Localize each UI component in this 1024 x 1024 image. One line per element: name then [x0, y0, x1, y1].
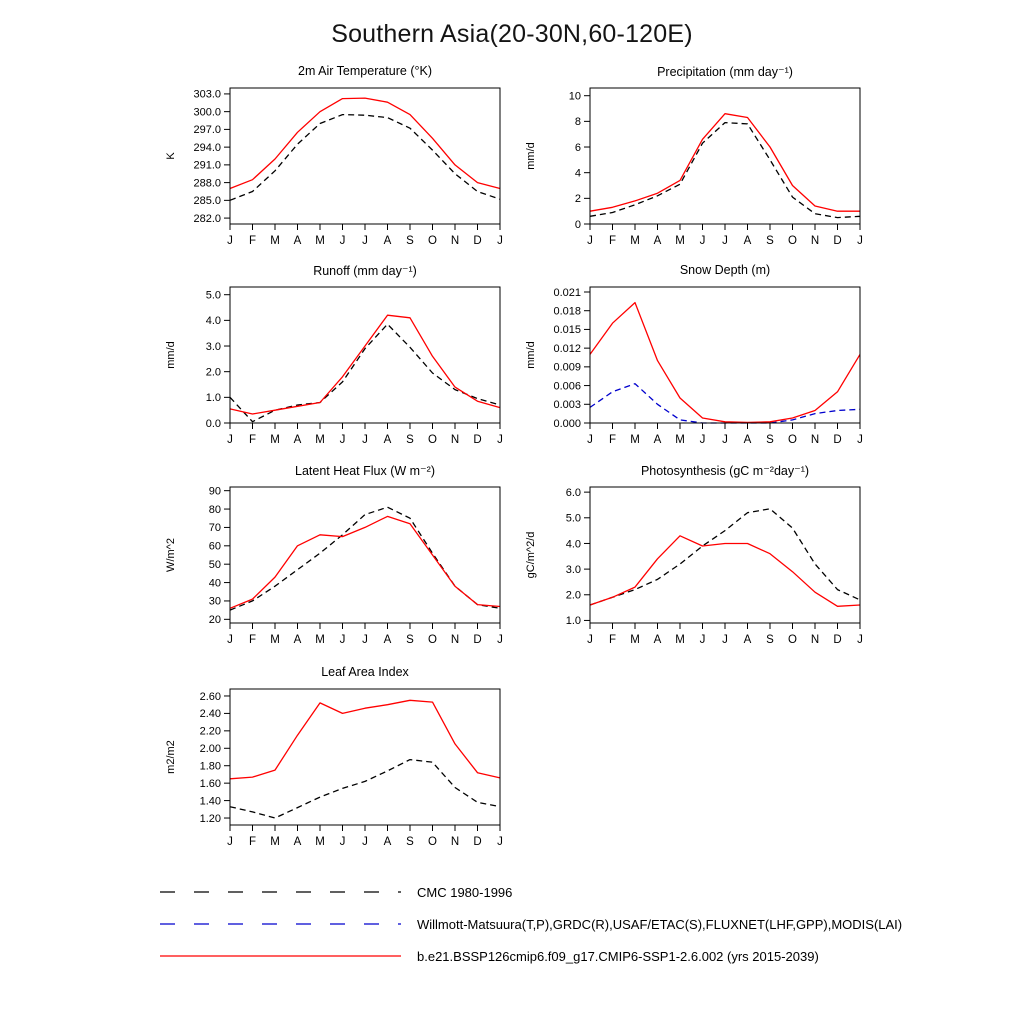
- svg-text:0.0: 0.0: [205, 417, 221, 430]
- svg-text:J: J: [227, 235, 233, 247]
- svg-text:J: J: [339, 634, 346, 646]
- chart-latent-heat-flux: [160, 463, 510, 653]
- svg-text:2.00: 2.00: [199, 743, 221, 756]
- svg-text:O: O: [428, 634, 437, 646]
- svg-text:S: S: [766, 434, 774, 446]
- snow-depth-plot: [520, 281, 870, 453]
- svg-text:D: D: [473, 235, 482, 247]
- svg-text:0: 0: [574, 218, 581, 231]
- svg-text:M: M: [315, 836, 325, 848]
- svg-text:80: 80: [208, 503, 221, 516]
- series-line-obs: [230, 507, 500, 610]
- svg-text:J: J: [497, 235, 503, 247]
- svg-text:70: 70: [208, 522, 221, 535]
- svg-text:M: M: [315, 634, 325, 646]
- svg-text:2: 2: [574, 193, 581, 206]
- svg-text:J: J: [722, 235, 728, 247]
- svg-text:D: D: [473, 434, 482, 446]
- chart-title-runoff: Runoff (mm day⁻¹): [313, 264, 417, 278]
- svg-text:M: M: [630, 235, 640, 247]
- svg-text:M: M: [630, 634, 640, 646]
- svg-text:N: N: [810, 434, 820, 446]
- svg-text:294.0: 294.0: [193, 141, 221, 154]
- svg-text:2.60: 2.60: [199, 690, 221, 703]
- svg-text:M: M: [270, 634, 280, 646]
- series-line-obs: [230, 115, 500, 201]
- svg-text:mm/d: mm/d: [525, 341, 537, 369]
- svg-text:J: J: [699, 434, 706, 446]
- legend-label-obs: Willmott-Matsuura(T,P),GRDC(R),USAF/ETAC(S),FLUXNET(LHF,GPP),MODIS(LAI): [417, 916, 903, 932]
- series-line-model: [590, 303, 860, 423]
- svg-text:M: M: [675, 634, 685, 646]
- svg-text:M: M: [315, 235, 325, 247]
- svg-text:J: J: [699, 634, 706, 646]
- svg-text:8: 8: [574, 116, 581, 129]
- svg-text:20: 20: [208, 614, 221, 627]
- svg-text:N: N: [450, 836, 460, 848]
- series-line-model: [590, 536, 860, 607]
- svg-text:F: F: [608, 235, 617, 247]
- chart-precipitation: [520, 64, 870, 254]
- svg-text:1.20: 1.20: [199, 812, 221, 825]
- svg-text:5.0: 5.0: [205, 289, 221, 302]
- svg-text:A: A: [293, 235, 302, 247]
- series-line-model: [230, 98, 500, 188]
- svg-text:297.0: 297.0: [193, 124, 221, 137]
- svg-text:A: A: [383, 434, 392, 446]
- svg-text:F: F: [248, 634, 257, 646]
- runoff-plot: [160, 281, 510, 453]
- svg-text:J: J: [497, 634, 503, 646]
- chart-runoff: [160, 263, 510, 453]
- svg-text:0.015: 0.015: [553, 324, 581, 337]
- svg-text:50: 50: [208, 558, 221, 571]
- svg-text:0.000: 0.000: [553, 417, 581, 430]
- precipitation-plot: [520, 82, 870, 254]
- svg-text:N: N: [450, 634, 460, 646]
- svg-text:N: N: [450, 434, 460, 446]
- svg-text:O: O: [788, 235, 797, 247]
- svg-text:mm/d: mm/d: [525, 142, 537, 170]
- svg-text:2.20: 2.20: [199, 725, 221, 738]
- svg-text:S: S: [766, 634, 774, 646]
- svg-text:3.0: 3.0: [205, 340, 221, 353]
- svg-text:J: J: [339, 434, 346, 446]
- svg-text:2.0: 2.0: [565, 589, 581, 602]
- svg-text:291.0: 291.0: [193, 159, 221, 172]
- svg-text:O: O: [788, 434, 797, 446]
- series-line-obs: [590, 384, 860, 423]
- svg-text:J: J: [857, 434, 863, 446]
- svg-text:300.0: 300.0: [193, 106, 221, 119]
- svg-text:10: 10: [568, 90, 581, 103]
- svg-text:O: O: [428, 235, 437, 247]
- svg-text:0.006: 0.006: [553, 380, 581, 393]
- series-line-model: [230, 315, 500, 414]
- svg-text:J: J: [339, 836, 346, 848]
- svg-text:J: J: [362, 235, 368, 247]
- chart-title-precipitation: Precipitation (mm day⁻¹): [657, 65, 793, 79]
- svg-text:W/m^2: W/m^2: [165, 538, 177, 572]
- svg-text:N: N: [810, 235, 820, 247]
- svg-text:S: S: [406, 836, 414, 848]
- svg-text:S: S: [406, 235, 414, 247]
- svg-text:M: M: [270, 235, 280, 247]
- svg-text:90: 90: [208, 485, 221, 498]
- photosynthesis-plot: [520, 481, 870, 653]
- svg-text:N: N: [450, 235, 460, 247]
- svg-text:J: J: [722, 634, 728, 646]
- svg-text:J: J: [497, 836, 503, 848]
- svg-text:A: A: [743, 434, 752, 446]
- svg-text:J: J: [497, 434, 503, 446]
- svg-text:3.0: 3.0: [565, 563, 581, 576]
- svg-text:J: J: [227, 836, 233, 848]
- svg-text:1.0: 1.0: [205, 392, 221, 405]
- svg-text:288.0: 288.0: [193, 177, 221, 190]
- chart-title-air-temperature: 2m Air Temperature (°K): [298, 64, 432, 78]
- chart-title-photosynthesis: Photosynthesis (gC m⁻²day⁻¹): [640, 464, 810, 478]
- svg-text:M: M: [270, 434, 280, 446]
- svg-text:M: M: [315, 434, 325, 446]
- svg-text:2.0: 2.0: [205, 366, 221, 379]
- svg-text:J: J: [722, 434, 728, 446]
- svg-text:J: J: [857, 235, 863, 247]
- svg-text:J: J: [362, 836, 368, 848]
- svg-text:A: A: [383, 235, 392, 247]
- svg-text:J: J: [362, 434, 368, 446]
- svg-text:D: D: [833, 235, 842, 247]
- svg-text:1.0: 1.0: [565, 615, 581, 628]
- svg-text:F: F: [608, 634, 617, 646]
- svg-text:F: F: [248, 235, 257, 247]
- series-line-model: [230, 700, 500, 779]
- svg-text:J: J: [339, 235, 346, 247]
- chart-photosynthesis: [520, 463, 870, 653]
- svg-text:N: N: [810, 634, 820, 646]
- legend-label-model: b.e21.BSSP126cmip6.f09_g17.CMIP6-SSP1-2.6.002 (yrs 2015-2039): [417, 948, 819, 964]
- svg-text:2.40: 2.40: [199, 708, 221, 721]
- svg-text:O: O: [788, 634, 797, 646]
- svg-text:O: O: [428, 434, 437, 446]
- legend: [158, 876, 902, 972]
- svg-text:0.003: 0.003: [553, 399, 581, 412]
- latent-heat-flux-plot: [160, 481, 510, 653]
- svg-text:A: A: [653, 235, 662, 247]
- series-line-obs: [230, 324, 500, 422]
- series-line-obs: [590, 123, 860, 218]
- svg-text:0.018: 0.018: [553, 305, 581, 318]
- dashed-black-line-swatch: [158, 885, 403, 899]
- solid-red-line-swatch: [158, 949, 403, 963]
- svg-text:6.0: 6.0: [565, 486, 581, 499]
- svg-text:4.0: 4.0: [205, 315, 221, 328]
- svg-text:4: 4: [574, 167, 581, 180]
- svg-text:5.0: 5.0: [565, 512, 581, 525]
- svg-text:303.0: 303.0: [193, 88, 221, 101]
- svg-text:6: 6: [574, 141, 581, 154]
- svg-text:O: O: [428, 836, 437, 848]
- svg-text:285.0: 285.0: [193, 195, 221, 208]
- chart-title-latent-heat-flux: Latent Heat Flux (W m⁻²): [295, 464, 435, 478]
- svg-text:m2/m2: m2/m2: [165, 740, 177, 774]
- svg-text:S: S: [766, 235, 774, 247]
- svg-text:M: M: [675, 434, 685, 446]
- svg-text:A: A: [743, 235, 752, 247]
- svg-text:A: A: [743, 634, 752, 646]
- svg-text:1.60: 1.60: [199, 777, 221, 790]
- svg-text:0.012: 0.012: [553, 342, 581, 355]
- svg-text:mm/d: mm/d: [165, 341, 177, 369]
- svg-text:J: J: [699, 235, 706, 247]
- svg-text:A: A: [653, 634, 662, 646]
- series-line-model: [590, 114, 860, 212]
- dashed-blue-line-swatch: [158, 917, 403, 931]
- svg-text:A: A: [293, 836, 302, 848]
- legend-row-obs: [158, 908, 902, 940]
- svg-text:D: D: [833, 634, 842, 646]
- svg-text:K: K: [165, 152, 177, 160]
- chart-title-leaf-area-index: Leaf Area Index: [321, 665, 409, 679]
- chart-2m-air-temperature: [160, 64, 510, 254]
- svg-text:0.009: 0.009: [553, 361, 581, 374]
- chart-snow-depth: [520, 263, 870, 453]
- svg-text:1.40: 1.40: [199, 795, 221, 808]
- svg-text:gC/m^2/d: gC/m^2/d: [525, 531, 537, 579]
- svg-text:D: D: [473, 836, 482, 848]
- svg-text:A: A: [383, 634, 392, 646]
- svg-text:60: 60: [208, 540, 221, 553]
- chart-leaf-area-index: [160, 665, 510, 855]
- svg-text:D: D: [833, 434, 842, 446]
- svg-text:M: M: [270, 836, 280, 848]
- svg-text:0.021: 0.021: [553, 286, 581, 299]
- svg-text:S: S: [406, 634, 414, 646]
- svg-text:J: J: [587, 434, 593, 446]
- chart-title-snow-depth: Snow Depth (m): [679, 263, 771, 277]
- svg-text:J: J: [362, 634, 368, 646]
- svg-text:S: S: [406, 434, 414, 446]
- svg-text:J: J: [857, 634, 863, 646]
- legend-row-model: [158, 940, 902, 972]
- svg-text:282.0: 282.0: [193, 212, 221, 225]
- svg-text:4.0: 4.0: [565, 538, 581, 551]
- air-temperature-plot: [160, 82, 510, 254]
- svg-text:A: A: [293, 634, 302, 646]
- svg-text:A: A: [383, 836, 392, 848]
- svg-text:30: 30: [208, 595, 221, 608]
- legend-label-cmc: CMC 1980-1996: [417, 884, 513, 900]
- svg-text:1.80: 1.80: [199, 760, 221, 773]
- svg-text:F: F: [248, 434, 257, 446]
- svg-text:A: A: [653, 434, 662, 446]
- svg-text:M: M: [675, 235, 685, 247]
- svg-text:A: A: [293, 434, 302, 446]
- svg-text:J: J: [227, 434, 233, 446]
- series-line-model: [230, 516, 500, 608]
- figure-title: Southern Asia(20-30N,60-120E): [331, 20, 693, 48]
- svg-text:J: J: [587, 634, 593, 646]
- svg-text:40: 40: [208, 577, 221, 590]
- svg-text:D: D: [473, 634, 482, 646]
- svg-text:F: F: [608, 434, 617, 446]
- svg-text:F: F: [248, 836, 257, 848]
- leaf-area-index-plot: [160, 683, 510, 855]
- svg-text:J: J: [587, 235, 593, 247]
- series-line-obs: [590, 509, 860, 605]
- svg-text:M: M: [630, 434, 640, 446]
- series-line-obs: [230, 760, 500, 818]
- legend-row-cmc: [158, 876, 902, 908]
- svg-text:J: J: [227, 634, 233, 646]
